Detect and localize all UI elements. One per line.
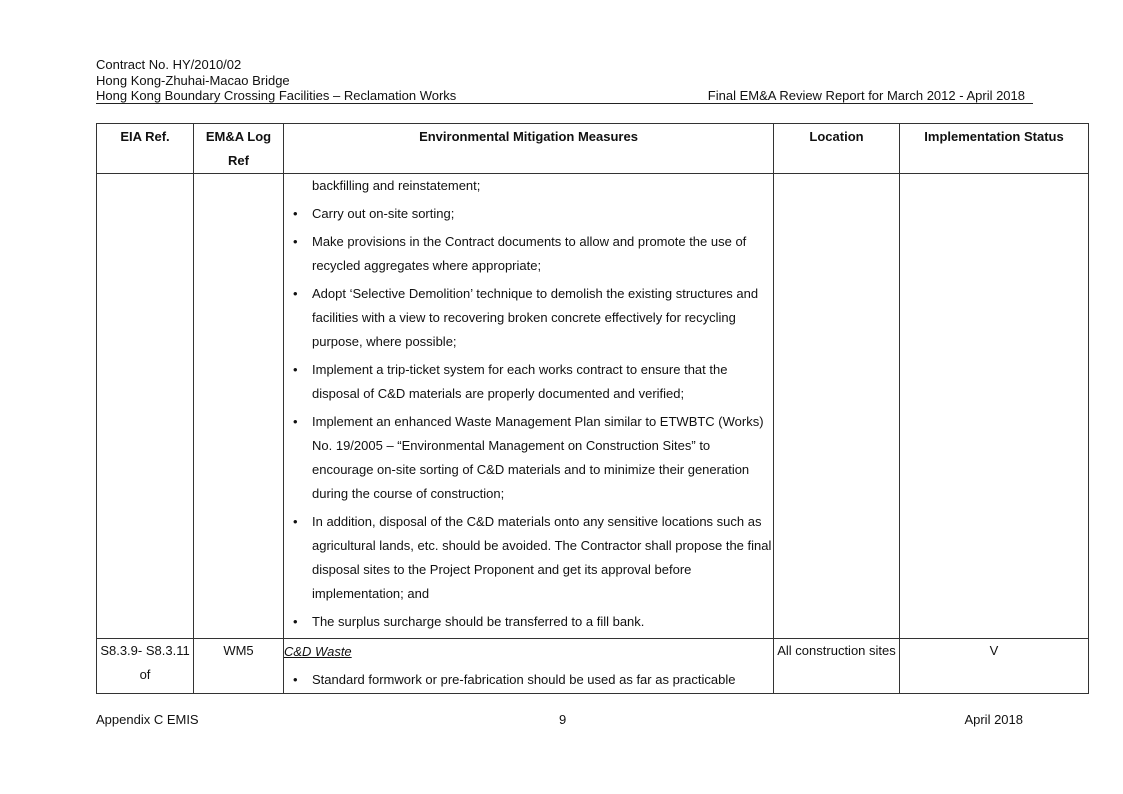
footer-date: April 2018 <box>964 712 1023 727</box>
col-eia-ref: EIA Ref. <box>97 124 194 174</box>
row2-status: V <box>900 639 1089 694</box>
list-item: • Standard formwork or pre-fabrication should be used as far as practicable <box>284 668 773 692</box>
header-rule <box>96 103 1033 104</box>
row2-location: All construction sites <box>774 639 900 694</box>
row2-measures <box>284 639 774 694</box>
table-row <box>97 174 1089 639</box>
table-header-row <box>97 124 1089 174</box>
col-location: Location <box>774 124 900 174</box>
col-measures: Environmental Mitigation Measures <box>284 124 774 174</box>
works-title: Hong Kong Boundary Crossing Facilities – Reclamation Works <box>96 88 457 103</box>
contract-number: Contract No. HY/2010/02 <box>96 57 242 72</box>
list-item: • Implement an enhanced Waste Management Plan similar to ETWBTC (Works) No. 19/2005 – “Environmental Management on Construction Sites” to encourage on-site sorting of C&D materials and to minimize their generation during the course of construction; <box>284 410 773 506</box>
continuation-text: backfilling and reinstatement; <box>312 178 481 193</box>
page-number: 9 <box>559 712 567 727</box>
list-item: • Implement a trip-ticket system for each works contract to ensure that the disposal of C&D materials are properly documented and verified; <box>284 358 773 406</box>
row1-measures <box>284 174 774 639</box>
bullet-icon: • <box>293 206 298 221</box>
list-item: • Make provisions in the Contract documents to allow and promote the use of recycled aggregates where appropriate; <box>284 230 773 278</box>
col-log-ref: EM&A Log Ref <box>194 124 284 174</box>
row1-eia-ref <box>97 174 194 639</box>
list-item: • Carry out on-site sorting; <box>284 202 773 226</box>
bullet-icon: • <box>293 672 298 687</box>
footer-appendix: Appendix C EMIS <box>96 712 199 727</box>
cd-waste-subheading: C&D Waste <box>284 644 352 659</box>
table-row <box>97 639 1089 694</box>
project-name: Hong Kong-Zhuhai-Macao Bridge <box>96 73 290 88</box>
col-status: Implementation Status <box>900 124 1089 174</box>
bullet-icon: • <box>293 362 298 377</box>
list-item: • The surplus surcharge should be transferred to a fill bank. <box>284 610 773 634</box>
list-item: • Adopt ‘Selective Demolition’ technique to demolish the existing structures and facilities with a view to recovering broken concrete effectively for recycling purpose, where possible; <box>284 282 773 354</box>
list-item: • In addition, disposal of the C&D materials onto any sensitive locations such as agricultural lands, etc. should be avoided. The Contractor shall propose the final disposal sites to the Project Proponent and get its approval before implementation; and <box>284 510 773 606</box>
row1-status <box>900 174 1089 639</box>
bullet-icon: • <box>293 614 298 629</box>
bullet-icon: • <box>293 414 298 429</box>
row2-log-ref: WM5 <box>194 639 284 694</box>
row1-log-ref <box>194 174 284 639</box>
row1-location <box>774 174 900 639</box>
report-title: Final EM&A Review Report for March 2012 - April 2018 <box>707 88 1025 103</box>
bullet-icon: • <box>293 234 298 249</box>
bullet-icon: • <box>293 514 298 529</box>
row2-eia-ref: S8.3.9- S8.3.11 of <box>97 639 194 694</box>
emis-table <box>96 123 1089 694</box>
bullet-icon: • <box>293 286 298 301</box>
